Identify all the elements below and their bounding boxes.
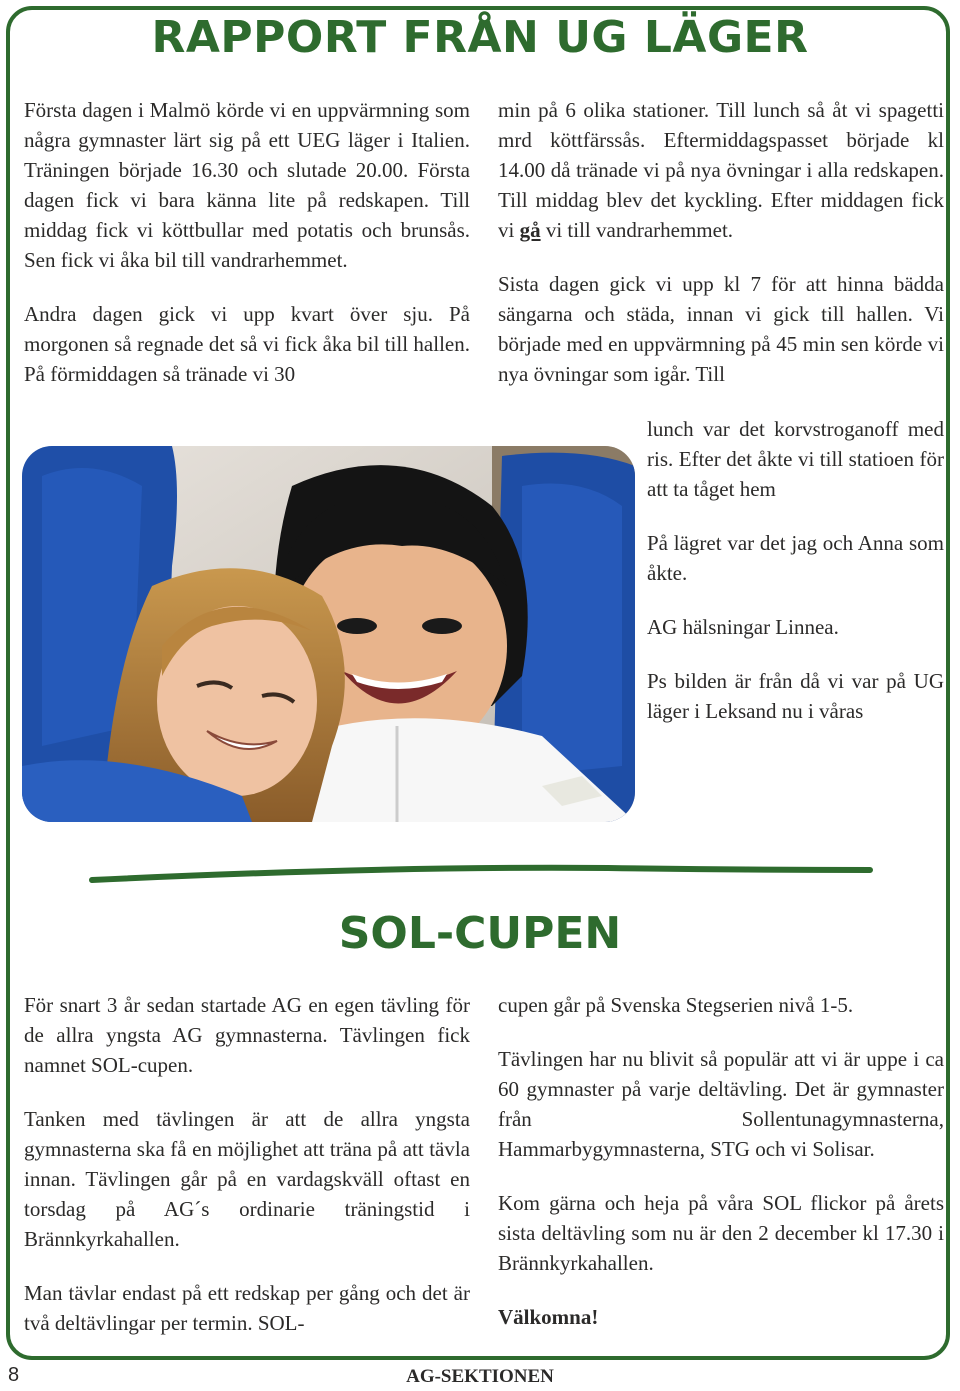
report-text: min på 6 olika stationer. Till lunch så åt vi spagetti mrd köttfärssås. Eftermiddagspasset började kl 14.00 då tränade vi på nya övningar i alla redskapen. Till middag blev det kyckling. Efter middagen fick vi	[498, 98, 944, 242]
solcup-paragraph: Kom gärna och heja på våra SOL flickor på årets sista deltävling som nu är den 2 december kl 17.30 i Brännkyrkahallen.	[498, 1191, 944, 1275]
report-paragraph: Första dagen i Malmö körde vi en uppvärmning som några gymnaster lärt sig på ett UEG läger i Italien. Träningen började 16.30 och slutade 20.00. Första dagen fick vi bara känna lite på redskapen. Till middag fick vi köttbullar med potatis och brunsås. Sen fick vi åka bil till vandrarhemmet.	[24, 98, 470, 272]
solcup-column-2	[498, 990, 944, 1356]
solcup-paragraph: Tävlingen har nu blivit så populär att vi är uppe i ca 60 gymnaster på varje deltävling. Det är gymnaster från Sollentunagymnasterna, Hammarbygymnasterna, STG och vi Solisar.	[498, 1047, 944, 1161]
solcup-paragraph: cupen går på Svenska Stegserien nivå 1-5.	[498, 993, 854, 1017]
page-number: 8	[8, 1364, 20, 1386]
emphasized-word: gå	[519, 218, 541, 242]
report-paragraph: Sista dagen gick vi upp kl 7 för att hinna bädda sängarna och städa, innan vi gick till hallen. Vi började med en uppvärmning på 45 min sen körde vi nya övningar som igår. Till	[498, 272, 944, 386]
report-paragraph: På lägret var det jag och Anna som åkte.	[647, 531, 944, 585]
solcup-column-1	[24, 990, 470, 1362]
section-divider	[88, 858, 878, 890]
solcup-paragraph: Man tävlar endast på ett redskap per gång och det är två deltävlingar per termin. SOL-	[24, 1281, 470, 1335]
report-paragraph: Andra dagen gick vi upp kvart över sju. På morgonen så regnade det så vi fick åka bil till hallen. På förmiddagen så tränade vi 30	[24, 302, 470, 386]
report-paragraph: lunch var det korvstroganoff med ris. Efter det åkte vi till statioen för att ta tåget hem	[647, 417, 944, 501]
section-title: SOL-CUPEN	[338, 908, 622, 959]
signature-line: AG hälsningar Linnea.	[647, 615, 839, 639]
solcup-paragraph: Tanken med tävlingen är att de allra yngsta gymnasterna ska få en möjlighet att träna på att tävla innan. Tävlingen går på en vardagskväll oftast en torsdag på AG´s ordinarie träningstid i Brännkyrkahallen.	[24, 1107, 470, 1251]
report-paragraph	[498, 95, 944, 245]
report-column-2-continued	[647, 414, 944, 750]
photo-two-girls	[22, 446, 635, 822]
footer-label: AG-SEKTIONEN	[406, 1366, 554, 1387]
report-column-2	[498, 95, 944, 413]
report-text: vi till vandrarhemmet.	[545, 218, 734, 242]
report-column-1	[24, 95, 470, 413]
solcup-paragraph: För snart 3 år sedan startade AG en egen tävling för de allra yngsta AG gymnasterna. Tävlingen fick namnet SOL-cupen.	[24, 993, 470, 1077]
closing-greeting: Välkomna!	[498, 1305, 599, 1329]
report-paragraph: Ps bilden är från då vi var på UG läger i Leksand nu i våras	[647, 669, 944, 723]
page-title: RAPPORT FRÅN UG LÄGER	[151, 12, 809, 63]
